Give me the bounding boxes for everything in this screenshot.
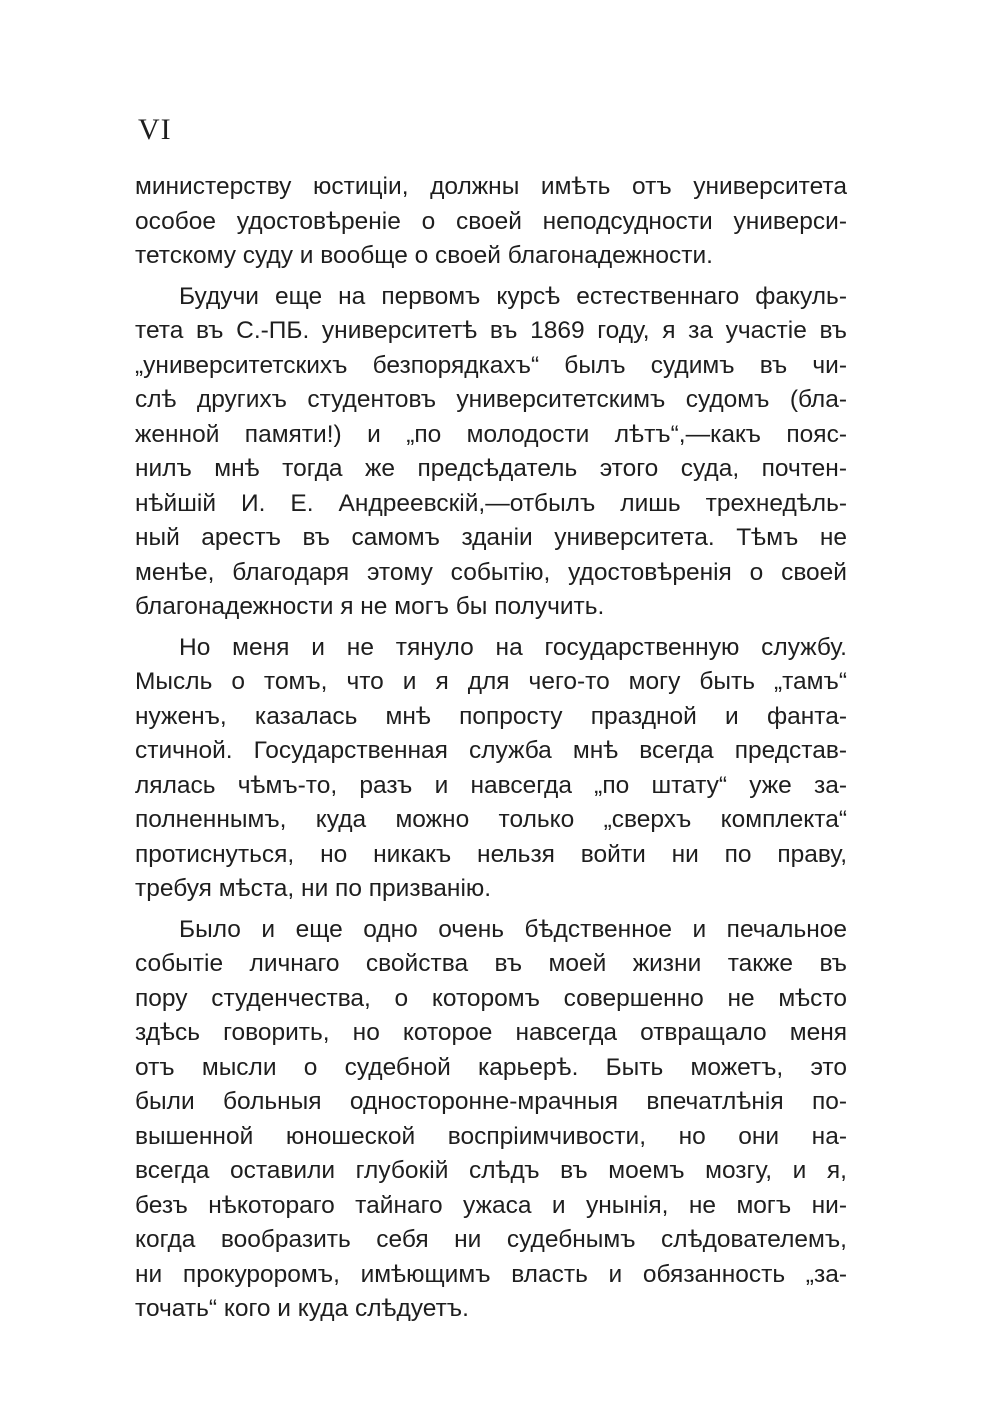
text-line: слѣ другихъ студентовъ университетскимъ судомъ (бла- (135, 386, 847, 413)
text-line: ни прокуроромъ, имѣющимъ власть и обязанность „за- (135, 1260, 847, 1288)
text-line: женной памяти!) и „по молодости лѣтъ“,—какъ пояс- (135, 420, 847, 448)
text-line: „университетскихъ безпорядкахъ“ былъ судимъ въ чи- (135, 351, 847, 379)
text-line: когда вообразить себя ни судебнымъ слѣдователемъ, (135, 1226, 847, 1253)
text-line: нуженъ, казалась мнѣ попросту праздной и фанта- (135, 702, 847, 730)
text-line: безъ нѣкотораго тайнаго ужаса и унынія, не могъ ни- (135, 1191, 847, 1219)
text-line: пору студенчества, о которомъ совершенно не мѣсто (135, 984, 847, 1012)
text-line: особое удостовѣреніе о своей неподсудности универси- (135, 207, 847, 235)
text-line: Будучи еще на первомъ курсѣ естественнаго факуль- (179, 282, 847, 310)
text-line: менѣе, благодаря этому событію, удостовѣренія о своей (135, 558, 847, 586)
body-text (135, 170, 847, 1327)
text-line: министерству юстиціи, должны имѣть отъ университета (135, 173, 847, 200)
text-line: были больныя односторонне-мрачныя впечатлѣнія по- (135, 1088, 847, 1115)
text-line: протиснуться, но никакъ нельзя войти ни по праву, (135, 840, 847, 868)
text-line: ный арестъ въ самомъ зданіи университета. Тѣмъ не (135, 524, 847, 551)
text-line: всегда оставили глубокій слѣдъ въ моемъ мозгу, и я, (135, 1157, 847, 1184)
text-line: нилъ мнѣ тогда же предсѣдатель этого суда, почтен- (135, 455, 847, 482)
text-line: Было и еще одно очень бѣдственное и печальное (179, 915, 847, 943)
text-line: стичной. Государственная служба мнѣ всегда представ- (135, 737, 847, 764)
page-number: VI (138, 113, 172, 146)
text-line: Но меня и не тянуло на государственную службу. (179, 633, 847, 661)
text-line: нѣйшій И. Е. Андреевскій,—отбылъ лишь трехнедѣль- (135, 489, 847, 517)
text-line: требуя мѣста, ни по призванію. (135, 875, 492, 902)
text-line: тета въ С.-ПБ. университетѣ въ 1869 году, я за участіе въ (135, 317, 847, 344)
text-line: отъ мысли о судебной карьерѣ. Быть можетъ, это (135, 1053, 847, 1081)
text-line: событіе личнаго свойства въ моей жизни также въ (135, 950, 847, 977)
text-line: Мысль о томъ, что и я для чего-то могу быть „тамъ“ (135, 668, 847, 695)
paragraph (135, 913, 847, 1327)
text-line: лялась чѣмъ-то, разъ и навсегда „по штату“ уже за- (135, 771, 847, 799)
text-line: здѣсь говорить, но которое навсегда отвращало меня (135, 1019, 847, 1046)
paragraph (135, 631, 847, 907)
text-line: благонадежности я не могъ бы получить. (135, 593, 605, 620)
text-line: вышенной юношеской воспріимчивости, но они на- (135, 1122, 847, 1150)
text-line: точать“ кого и куда слѣдуетъ. (135, 1295, 469, 1322)
text-line: полненнымъ, куда можно только „сверхъ комплекта“ (135, 806, 847, 833)
paragraph (135, 280, 847, 625)
paragraph (135, 170, 847, 274)
text-line: тетскому суду и вообще о своей благонадежности. (135, 242, 713, 269)
